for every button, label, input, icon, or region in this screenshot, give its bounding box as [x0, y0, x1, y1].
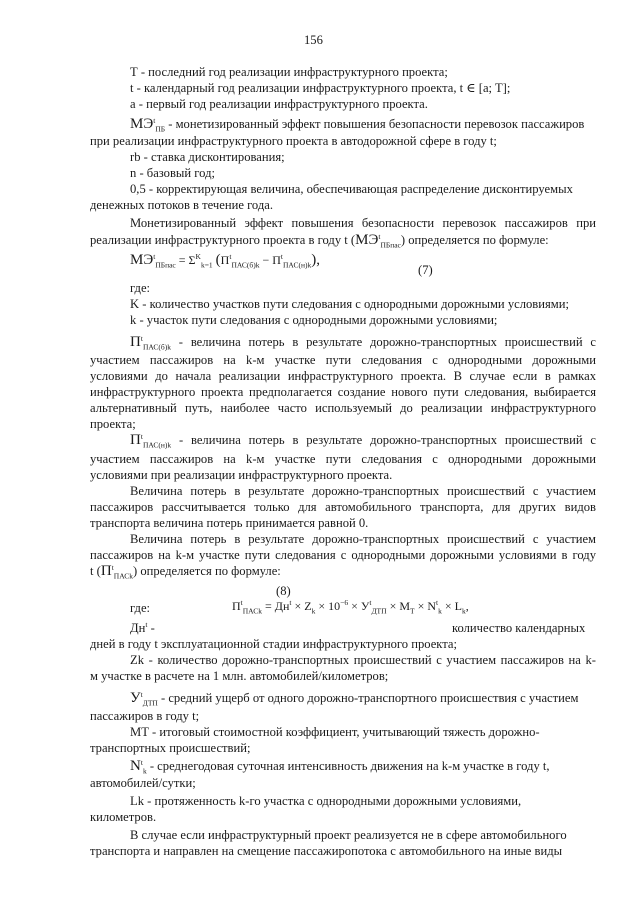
superscript: t — [140, 431, 143, 441]
text-line: пассажиров рассчитывается только для автомобильного транспорта, для других видов — [90, 500, 596, 514]
subscript: ДТП — [371, 606, 387, 616]
text-span: - средний ущерб от одного дорожно-транспортного происшествия с участием — [157, 691, 579, 705]
text-line: Т - последний год реализации инфраструктурного проекта; — [130, 65, 448, 79]
page-number: 156 — [304, 33, 323, 47]
superscript: t — [140, 333, 143, 343]
text-line: Zk - количество дорожно-транспортных происшествий с участием пассажиров на k- — [130, 653, 596, 667]
formula-symbol: МЭ — [130, 252, 154, 268]
formula-operator: × У — [351, 599, 370, 613]
text-line: Lk - протяженность k-го участка с однородными дорожными условиями, — [130, 794, 522, 808]
superscript: t — [240, 598, 243, 607]
text-span: - величина потерь в результате дорожно-транспортных происшествий с — [171, 433, 596, 447]
subscript: ПАСk — [242, 606, 262, 616]
formula-operator: ( — [215, 252, 221, 268]
superscript: t — [378, 231, 381, 241]
formula-operator: , — [465, 599, 469, 613]
text-span: ) определяется по формуле: — [400, 233, 549, 247]
superscript: t — [436, 598, 439, 607]
text-span: - величина потерь в результате дорожно-транспортных происшествий с — [170, 335, 596, 349]
subscript: ПБпас — [155, 260, 176, 270]
symbol-n: N — [130, 758, 141, 774]
text-line — [130, 758, 550, 774]
superscript: t — [229, 252, 232, 261]
subscript: k — [142, 766, 147, 776]
symbol-p: П — [100, 563, 112, 579]
text-line: а - первый год реализации инфраструктурного проекта. — [130, 97, 428, 111]
text-line: пассажиров в году t; — [90, 709, 200, 723]
symbol-me: МЭ — [355, 232, 379, 248]
text-line: транспорта и направлен на смещение пассажиропотока с автомобильного на иные виды — [90, 844, 563, 858]
superscript: t — [153, 252, 156, 261]
text-line: количество календарных — [452, 621, 586, 635]
formula-symbol: П — [272, 253, 281, 267]
subscript: ПАС(б)k — [142, 342, 171, 352]
superscript: t — [111, 562, 114, 572]
symbol-me: МЭ — [130, 116, 154, 132]
text-line: инфраструктурного проекта предполагается создание нового пути следования, выбирается — [90, 385, 596, 399]
text-span: t ( — [90, 564, 101, 578]
text-line: участием пассажиров на k-м участке пути следования с однородными дорожными — [90, 452, 596, 466]
symbol-p: П — [130, 432, 141, 448]
text-line: дней в году t эксплуатационной стадии инфраструктурного проекта; — [90, 637, 457, 651]
subscript: k=1 — [200, 260, 213, 270]
superscript: t — [289, 598, 292, 607]
superscript: t — [369, 598, 372, 607]
superscript: t — [145, 619, 148, 629]
text-line: условиями при реализации инфраструктурного проекта. — [90, 468, 393, 482]
text-line: 0,5 - корректирующая величина, обеспечивающая распределение дисконтируемых — [130, 182, 573, 196]
text-line: альтернативный путь, наиболее часто используемый до реализации инфраструктурного — [90, 401, 596, 415]
text-line: километров. — [90, 810, 157, 824]
text-span: реализации инфраструктурного проекта в году t ( — [90, 233, 356, 247]
formula-operator: ), — [311, 252, 320, 268]
superscript: t — [153, 115, 156, 125]
symbol-u: У — [130, 690, 141, 706]
text-line — [130, 116, 584, 132]
subscript: ПАС(б)k — [231, 260, 260, 270]
text-line: Монетизированный эффект повышения безопасности перевозок пассажиров при — [130, 216, 596, 230]
formula-operator: × Z — [294, 599, 312, 613]
subscript: ПАС(н)k — [142, 440, 172, 450]
text-line: пассажиров на k-м участке пути следования с однородными дорожными условиями в году — [90, 548, 596, 562]
subscript: ПАС(н)k — [283, 260, 312, 270]
text-line: МТ - итоговый стоимостной коэффициент, учитывающий тяжесть дорожно- — [130, 725, 540, 739]
text-line: В случае если инфраструктурный проект реализуется не в сфере автомобильного — [130, 828, 567, 842]
text-line: где: — [130, 601, 151, 615]
subscript: k — [311, 606, 316, 616]
subscript: k — [438, 606, 442, 616]
formula-operator: × N — [417, 599, 437, 613]
text-line: K - количество участков пути следования с однородными дорожными условиями; — [130, 297, 569, 311]
formula-symbol: П — [232, 599, 241, 613]
text-line: участием пассажиров на k-м участке пути следования с однородными дорожными — [90, 353, 596, 367]
superscript: −6 — [340, 598, 349, 607]
formula-number: (8) — [276, 584, 291, 598]
text-line: условиями до начала реализации инфраструктурного проекта. В случае если в рамках — [90, 369, 596, 383]
text-line: транспортных происшествий; — [90, 741, 251, 755]
symbol-dn: Дн — [130, 621, 146, 635]
text-line — [130, 334, 596, 350]
subscript: ПБ — [155, 124, 166, 134]
subscript: k — [461, 606, 466, 616]
text-line: м участке в расчете на 1 млн. автомобилей/километров; — [90, 669, 389, 683]
superscript: K — [195, 252, 201, 261]
formula-operator: × М — [389, 599, 410, 613]
text-line: денежных потоков в течение года. — [90, 198, 273, 212]
text-line: автомобилей/сутки; — [90, 776, 196, 790]
text-span: - — [147, 621, 155, 635]
symbol-p: П — [130, 334, 141, 350]
text-span: ) определяется по формуле: — [133, 564, 281, 578]
text-line: n - базовый год; — [130, 166, 215, 180]
text-line: t - календарный год реализации инфраструктурного проекта, t ∈ [a; T]; — [130, 81, 511, 95]
text-line — [130, 690, 578, 706]
subscript: ПАСk — [113, 571, 133, 581]
text-line — [130, 432, 596, 448]
text-line: где: — [130, 281, 151, 295]
text-line: k - участок пути следования с однородными дорожными условиями; — [130, 313, 498, 327]
subscript: Т — [410, 606, 415, 616]
formula-operator: = Дн — [264, 599, 290, 613]
text-line: Величина потерь в результате дорожно-транспортных происшествий с участием — [130, 532, 596, 546]
formula-7 — [130, 252, 320, 268]
text-line — [90, 232, 549, 248]
text-line — [90, 563, 281, 579]
formula-8 — [232, 598, 469, 614]
formula-operator: = Σ — [178, 253, 196, 267]
superscript: t — [140, 757, 143, 767]
superscript: t — [280, 252, 284, 261]
text-line: Величина потерь в результате дорожно-транспортных происшествий с участием — [130, 484, 596, 498]
text-line — [130, 620, 155, 636]
text-line: проекта; — [90, 417, 136, 431]
formula-operator: × 10 — [318, 599, 341, 613]
superscript: t — [140, 689, 143, 699]
text-line: при реализации инфраструктурного проекта в автодорожной сфере в году t; — [90, 134, 497, 148]
formula-symbol: П — [220, 253, 230, 267]
text-line: rb - ставка дисконтирования; — [130, 150, 285, 164]
text-line: транспорта величина потерь принимается равной 0. — [90, 516, 369, 530]
text-span: - среднегодовая суточная интенсивность движения на k-м участке в году t, — [146, 759, 550, 773]
subscript: ДТП — [142, 698, 158, 708]
formula-number: (7) — [418, 263, 433, 277]
subscript: ПБпас — [380, 240, 401, 250]
text-span: - монетизированный эффект повышения безопасности перевозок пассажиров — [165, 117, 585, 131]
formula-operator: − — [262, 253, 270, 267]
formula-operator: × L — [444, 599, 462, 613]
